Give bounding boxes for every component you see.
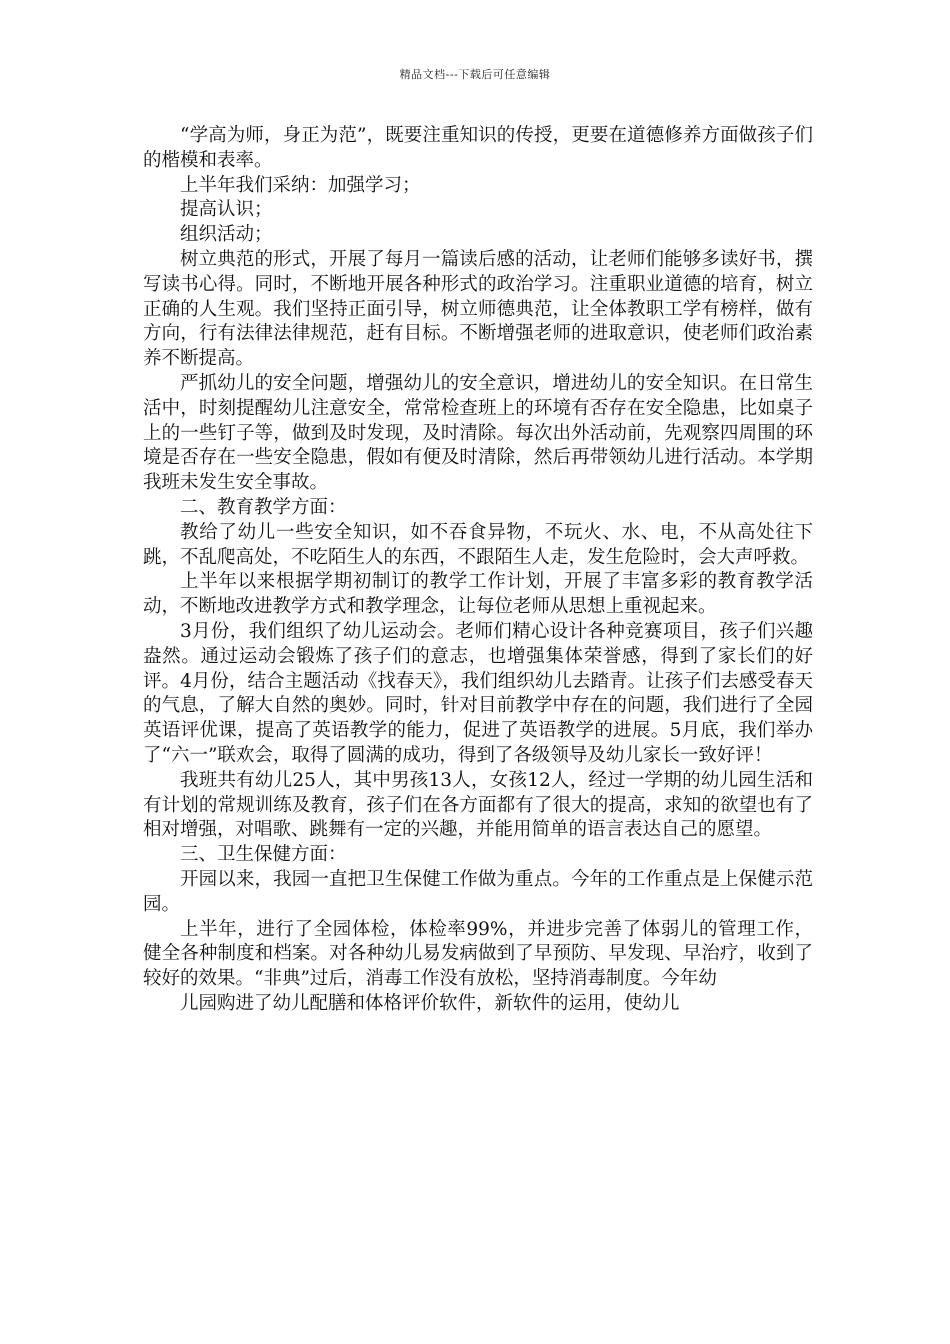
paragraph: 树立典范的形式，开展了每月一篇读后感的活动，让老师们能够多读好书，撰写读书心得。同时，不断地开展各种形式的政治学习。注重职业道德的培育，树立正确的人生观。我们坚持正面引导，树立师德典范，让全体教职工学有榜样，做有方向，行有法律法律规范，赶有目标。不断增强老师的进取意识，使老师们政治素养不断提高。 <box>143 248 813 370</box>
paragraph: 儿园购进了幼儿配膳和体格评价软件，新软件的运用，使幼儿 <box>180 992 680 1014</box>
paragraph: 组织活动； <box>180 224 273 246</box>
paragraph: 教给了幼儿一些安全知识，如不吞食异物，不玩火、水、电，不从高处往下跳，不乱爬高处，不吃陌生人的东西，不跟陌生人走，发生危险时，会大声呼救。 <box>143 521 813 568</box>
section-heading: 三、卫生保健方面： <box>180 844 347 866</box>
paragraph: 3月份，我们组织了幼儿运动会。老师们精心设计各种竞赛项目，孩子们兴趣盎然。通过运动会锻炼了孩子们的意志，也增强集体荣誉感，得到了家长们的好评。4月份，结合主题活动《找春天》，我们组织幼儿去踏青。让孩子们去感受春天的气息，了解大自然的奥妙。同时，针对目前教学中存在的问题，我们进行了全园英语评优课，提高了英语教学的能力，促进了英语教学的进展。5月底，我们举办了“六一”联欢会，取得了圆满的成功，得到了各级领导及幼儿家长一致好评！ <box>143 620 813 766</box>
paragraph: 上半年以来根据学期初制订的教学工作计划，开展了丰富多彩的教育教学活动，不断地改进教学方式和教学理念，让每位老师从思想上重视起来。 <box>143 571 813 618</box>
paragraph: 我班共有幼儿25人，其中男孩13人，女孩12人，经过一学期的幼儿园生活和有计划的常规训练及教育，孩子们在各方面都有了很大的提高，求知的欲望也有了相对增强，对唱歌、跳舞有一定的兴趣，并能用简单的语言表达自己的愿望。 <box>143 769 813 841</box>
paragraph: 上半年，进行了全园体检，体检率99%，并进步完善了体弱儿的管理工作，健全各种制度和档案。对各种幼儿易发病做到了早预防、早发现、早治疗，收到了较好的效果。“非典”过后，消毒工作没有放松，坚持消毒制度。今年幼 <box>143 918 813 990</box>
paragraph: 开园以来，我园一直把卫生保健工作做为重点。今年的工作重点是上保健示范园。 <box>143 868 813 915</box>
paragraph: 上半年我们采纳：加强学习； <box>180 174 421 196</box>
page-header: 精品文档---下载后可任意编辑 <box>399 68 551 81</box>
paragraph: 严抓幼儿的安全问题，增强幼儿的安全意识，增进幼儿的安全知识。在日常生活中，时刻提醒幼儿注意安全，常常检查班上的环境有否存在安全隐患，比如桌子上的一些钉子等，做到及时发现，及时清除。每次出外活动前，先观察四周围的环境是否存在一些安全隐患，假如有便及时清除，然后再带领幼儿进行活动。本学期我班未发生安全事故。 <box>143 372 813 494</box>
document-body <box>143 124 813 1017</box>
paragraph: 提高认识； <box>180 199 273 221</box>
paragraph: “学高为师，身正为范”，既要注重知识的传授，更要在道德修养方面做孩子们的楷模和表率。 <box>143 125 813 171</box>
section-heading: 二、教育教学方面： <box>180 496 347 518</box>
